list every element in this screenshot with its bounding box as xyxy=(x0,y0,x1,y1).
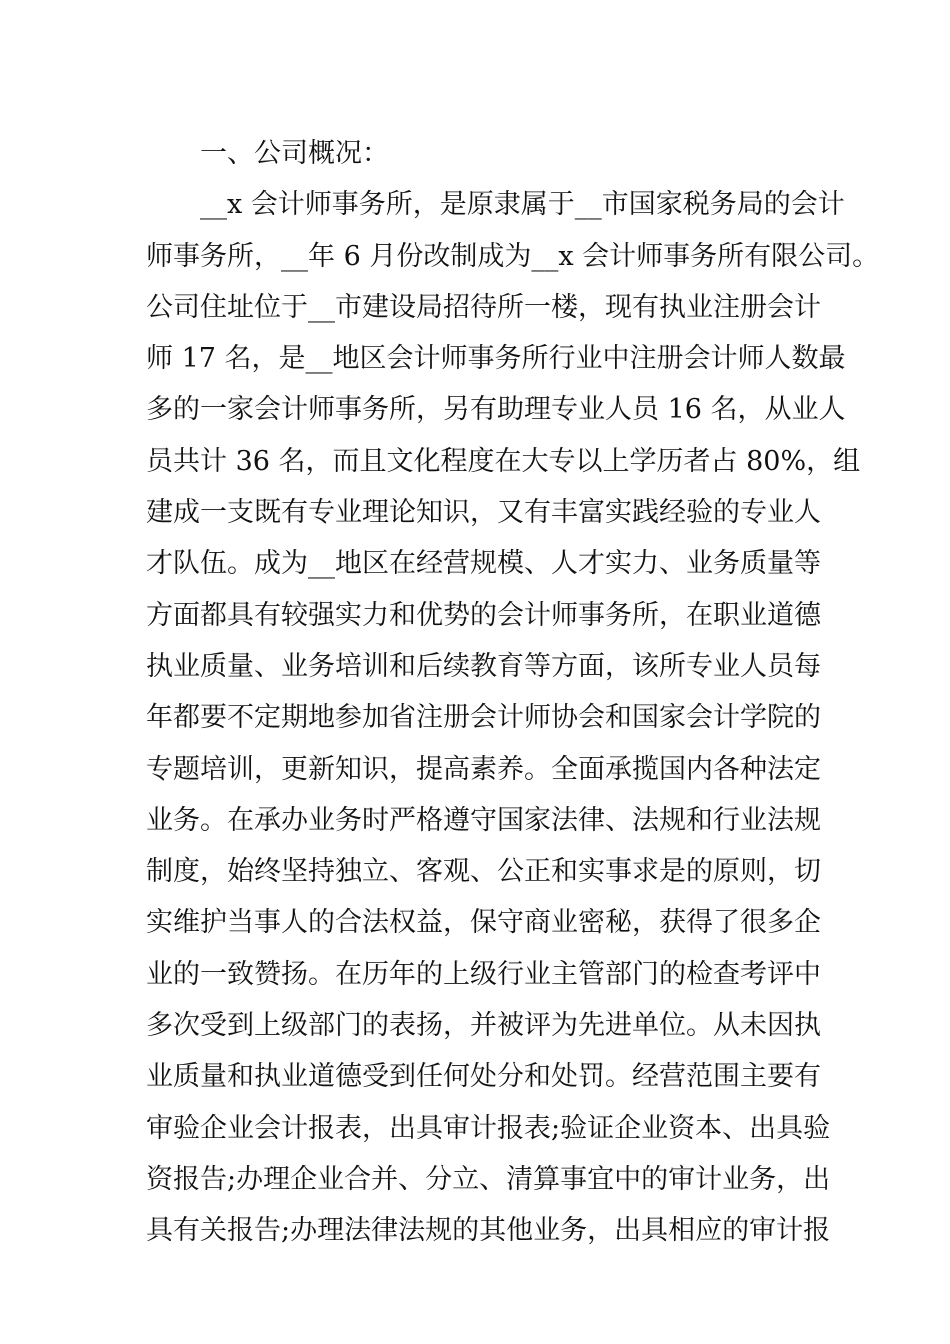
paragraph-line: 公司住址位于__市建设局招待所一楼，现有执业注册会计 xyxy=(146,291,821,323)
paragraph-line: __x 会计师事务所，是原隶属于__市国家税务局的会计 xyxy=(200,189,845,221)
paragraph-line: 师事务所，__年 6 月份改制成为__x 会计师事务所有限公司。 xyxy=(146,240,880,272)
paragraph-line: 员共计 36 名，而且文化程度在大专以上学历者占 80%，组 xyxy=(146,445,861,477)
document-body xyxy=(146,128,880,1257)
paragraph-line: 师 17 名，是__地区会计师事务所行业中注册会计师人数最 xyxy=(146,343,846,375)
paragraph-line: 业的一致赞扬。在历年的上级行业主管部门的检查考评中 xyxy=(146,958,821,990)
paragraph-line: 业质量和执业道德受到任何处分和处罚。经营范围主要有 xyxy=(146,1061,821,1093)
paragraph-line: 建成一支既有专业理论知识，又有丰富实践经验的专业人 xyxy=(146,497,821,529)
paragraph-line: 专题培训，更新知识，提高素养。全面承揽国内各种法定 xyxy=(146,753,821,785)
paragraph-line: 年都要不定期地参加省注册会计师协会和国家会计学院的 xyxy=(146,702,821,734)
paragraph-line: 实维护当事人的合法权益，保守商业密秘，获得了很多企 xyxy=(146,907,821,939)
paragraph-line: 才队伍。成为__地区在经营规模、人才实力、业务质量等 xyxy=(146,548,821,580)
paragraph-line: 多的一家会计师事务所，另有助理专业人员 16 名，从业人 xyxy=(146,394,846,426)
paragraph-line: 具有关报告;办理法律法规的其他业务，出具相应的审计报 xyxy=(146,1215,831,1247)
paragraph-line: 多次受到上级部门的表扬，并被评为先进单位。从未因执 xyxy=(146,1010,821,1042)
section-heading: 一、公司概况： xyxy=(200,138,389,169)
paragraph-line: 资报告;办理企业合并、分立、清算事宜中的审计业务，出 xyxy=(146,1163,831,1195)
paragraph-line: 执业质量、业务培训和后续教育等方面，该所专业人员每 xyxy=(146,650,821,682)
paragraph-line: 方面都具有较强实力和优势的会计师事务所，在职业道德 xyxy=(146,599,821,631)
paragraph-line: 审验企业会计报表，出具审计报表;验证企业资本、出具验 xyxy=(146,1112,831,1144)
paragraph-line: 业务。在承办业务时严格遵守国家法律、法规和行业法规 xyxy=(146,804,821,836)
paragraph-line: 制度，始终坚持独立、客观、公正和实事求是的原则，切 xyxy=(146,856,821,888)
